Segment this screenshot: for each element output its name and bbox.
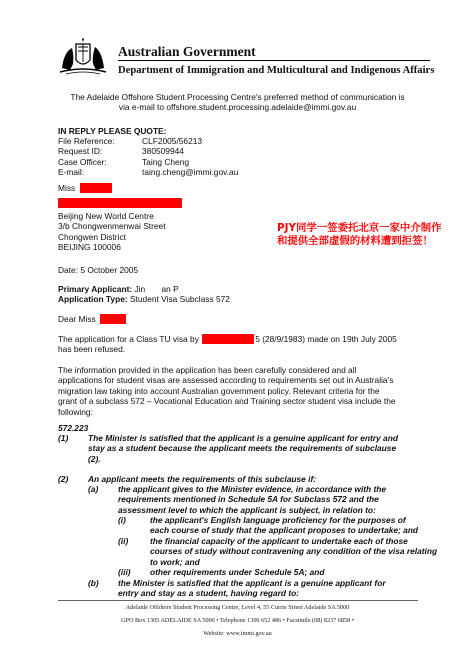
- clause-line: (2).: [88, 453, 101, 464]
- item-iii-text: other requirements under Schedule 5A; and: [150, 567, 325, 577]
- paragraph-line: grant of a subclass 572 – Vocational Education and Training sector student visa include the: [58, 396, 396, 407]
- clause-line: the Minister is satisfied that the applicant is a genuine applicant for: [118, 578, 386, 588]
- subclause-number: (a): [88, 484, 99, 494]
- clause-1-text: [88, 433, 398, 464]
- clause-line: courses of study without contravening any condition of the visa relating: [150, 546, 438, 557]
- clause-line: the applicant gives to the Minister evidence, in accordance with the: [118, 484, 387, 494]
- address-block: [58, 211, 166, 253]
- paragraph-line: applications for student visas are assessed according to requirements set out in Australia's: [58, 375, 394, 386]
- address-line: Beijing New World Centre: [58, 211, 154, 221]
- application-type-value: Student Visa Subclass 572: [129, 294, 230, 304]
- email-value: taing.cheng@immi.gov.au: [142, 167, 239, 178]
- government-title: Australian Government: [118, 44, 256, 59]
- intro-line: via e-mail to offshore.student.processing.adelaide@immi.gov.au: [118, 102, 357, 113]
- paragraph-line: migration law taking into account Australian government policy. Relevant criteria for the: [58, 385, 380, 396]
- reply-label: Request ID:: [58, 146, 103, 157]
- file-reference-value: CLF2005/56213: [142, 136, 203, 146]
- salutation: Miss: [58, 183, 76, 193]
- recipient-name: [58, 183, 112, 193]
- section-number: 572.223: [58, 423, 89, 433]
- clause-number: (2): [58, 474, 69, 484]
- clause-line: to work; and: [150, 556, 200, 567]
- clause-line: the financial capacity of the applicant to undertake each of those: [150, 536, 408, 546]
- reply-values: [142, 136, 238, 178]
- item-number: (ii): [118, 536, 129, 546]
- intro-line: The Adelaide Offshore Student Processing Centre's preferred method of communication is: [70, 92, 405, 102]
- footer-address: Adelaide Offshore Student Processing Centre, Level 4, 55 Currie Street Adelaide SA 5000: [125, 604, 350, 611]
- item-i-text: [150, 515, 418, 536]
- footer-website: Website: www.immi.gov.au: [203, 630, 272, 637]
- refusal-text: has been refused.: [58, 344, 126, 355]
- dear-text: Dear Miss: [58, 314, 96, 324]
- department-title: Department of Immigration and Multicultural and Indigenous Affairs: [118, 65, 435, 76]
- refusal-text: The application for a Class TU visa by: [58, 334, 199, 344]
- subclause-number: (b): [88, 578, 99, 588]
- reply-label: E-mail:: [58, 167, 85, 178]
- clause-number: (1): [58, 433, 69, 443]
- clause-line: stay as a student because the applicant meets the requirements of subclause: [88, 443, 397, 454]
- application-type-label: Application Type:: [58, 294, 128, 304]
- subclause-a-text: [118, 484, 386, 515]
- redaction-mark: [58, 198, 182, 208]
- item-ii-text: [150, 536, 437, 567]
- clause-line: assessment level to which the applicant is subject, in relation to:: [118, 504, 376, 515]
- application-type: [58, 294, 230, 304]
- redaction-mark: [80, 183, 112, 193]
- item-number: (i): [118, 515, 126, 525]
- redaction-mark: [202, 334, 254, 344]
- coat-of-arms-logo: [58, 38, 108, 78]
- reply-label: File Reference:: [58, 136, 115, 146]
- clause-line: The Minister is satisfied that the applicant is a genuine applicant for entry and: [88, 433, 398, 443]
- refusal-text: 5 (28/9/1983) made on 19th July 2005: [255, 334, 397, 344]
- reply-labels: [58, 136, 115, 178]
- primary-applicant: [58, 284, 179, 294]
- clause-line: entry and stay as a student, having regard to:: [118, 588, 300, 599]
- address-line: BEIJING 100006: [58, 242, 121, 253]
- primary-applicant-label: Primary Applicant:: [58, 284, 133, 294]
- clause-line: the applicant's English language proficiency for the purposes of: [150, 515, 406, 525]
- subclause-b-text: [118, 578, 386, 599]
- clause-line: requirements mentioned in Schedule 5A for Subclass 572 and the: [118, 494, 379, 505]
- intro-text: [30, 92, 445, 113]
- item-number: (iii): [118, 567, 131, 577]
- reply-label: Case Officer:: [58, 156, 107, 167]
- paragraph-line: The information provided in the application has been carefully considered and all: [58, 365, 357, 375]
- letter-date: Date: 5 October 2005: [58, 265, 139, 275]
- criteria-paragraph: [58, 365, 423, 417]
- clause-line: each course of study that the applicant proposes to undertake; and: [150, 525, 419, 536]
- clause-2-text: An applicant meets the requirements of this subclause if:: [88, 474, 317, 484]
- header-rule: [118, 60, 430, 61]
- annotation-line: PJY同学一签委托北京一家中介制作: [277, 222, 442, 234]
- red-annotation: [277, 222, 441, 248]
- request-id-value: 380509944: [142, 146, 184, 157]
- footer-rule: [58, 600, 418, 601]
- dear-line: [58, 314, 126, 324]
- footer-contact: GPO Box 1305 ADELAIDE SA 5000 • Telephone 1300 652 486 • Facsimile (08) 8237 6858 •: [121, 617, 354, 624]
- refusal-paragraph: [58, 334, 397, 355]
- reply-heading: IN REPLY PLEASE QUOTE:: [58, 126, 167, 136]
- redaction-mark: [100, 314, 126, 324]
- paragraph-line: following:: [58, 406, 93, 417]
- address-line: Chongwen District: [58, 231, 126, 242]
- annotation-line: 和提供全部虚假的材料遭到拒签！: [277, 235, 433, 247]
- case-officer-value: Taing Cheng: [142, 156, 190, 167]
- address-line: 3/b Chongwenmenwai Street: [58, 221, 166, 232]
- primary-applicant-value: Jin an P: [134, 284, 179, 294]
